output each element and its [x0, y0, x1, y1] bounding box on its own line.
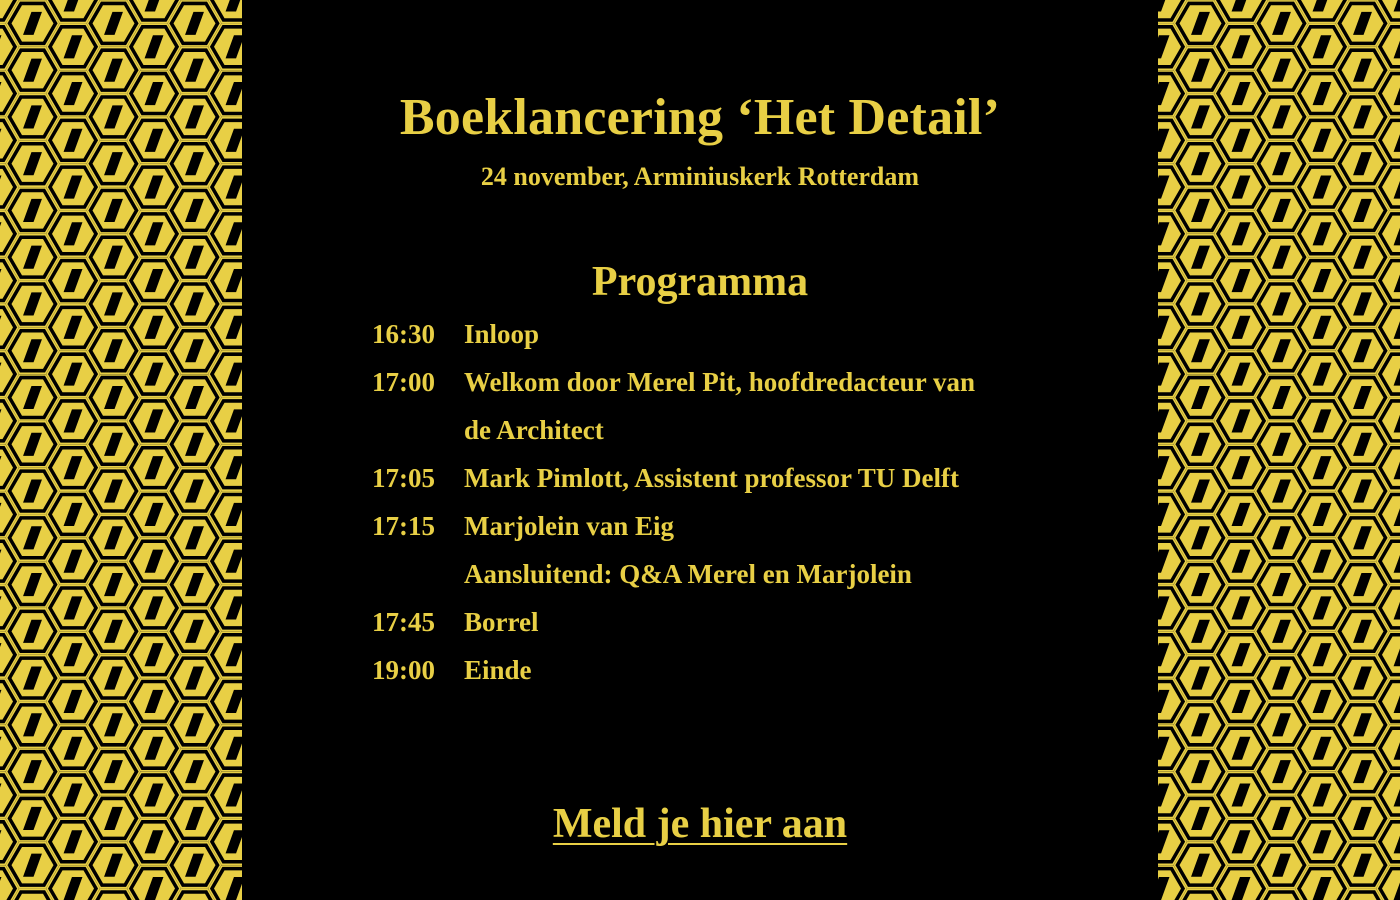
program-time: 19:00: [372, 655, 435, 685]
event-date-location: 24 november, Arminiuskerk Rotterdam: [480, 162, 920, 191]
program-description: [464, 454, 1042, 502]
program-description-line: Einde: [464, 655, 532, 685]
event-invitation: [242, 0, 1158, 900]
program-schedule: [372, 310, 1042, 694]
program-description-line: Inloop: [464, 319, 540, 349]
honeycomb-pattern-right-icon: [1158, 0, 1400, 900]
program-time: 17:05: [372, 463, 435, 493]
signup-container: [242, 796, 1158, 852]
program-description-line: de Architect: [464, 415, 604, 445]
program-time: 17:15: [372, 511, 435, 541]
event-title: Boeklancering ‘Het Detail’: [399, 89, 1001, 146]
program-time: 17:00: [372, 367, 435, 397]
program-time: 16:30: [372, 319, 435, 349]
program-description: [464, 310, 1042, 358]
program-description: [464, 358, 1042, 454]
program-time: 17:45: [372, 607, 435, 637]
honeycomb-pattern-svg: [1158, 0, 1400, 900]
honeycomb-pattern-left-icon: [0, 0, 242, 900]
program-description-line: Borrel: [464, 607, 539, 637]
program-row: [372, 502, 1042, 598]
program-row: [372, 310, 1042, 358]
program-row: [372, 454, 1042, 502]
program-description-line: Aansluitend: Q&A Merel en Marjolein: [464, 559, 912, 589]
program-description: [464, 598, 1042, 646]
signup-link[interactable]: Meld je hier aan: [552, 801, 848, 847]
honeycomb-pattern-svg: [0, 0, 242, 900]
program-row: [372, 358, 1042, 454]
program-row: [372, 646, 1042, 694]
program-description-line: Welkom door Merel Pit, hoofdredacteur van: [464, 367, 975, 397]
program-description-line: Mark Pimlott, Assistent professor TU Delft: [464, 463, 959, 493]
program-description-line: Marjolein van Eig: [464, 511, 674, 541]
program-description: [464, 502, 1042, 598]
program-heading: Programma: [591, 259, 809, 305]
program-row: [372, 598, 1042, 646]
program-description: [464, 646, 1042, 694]
